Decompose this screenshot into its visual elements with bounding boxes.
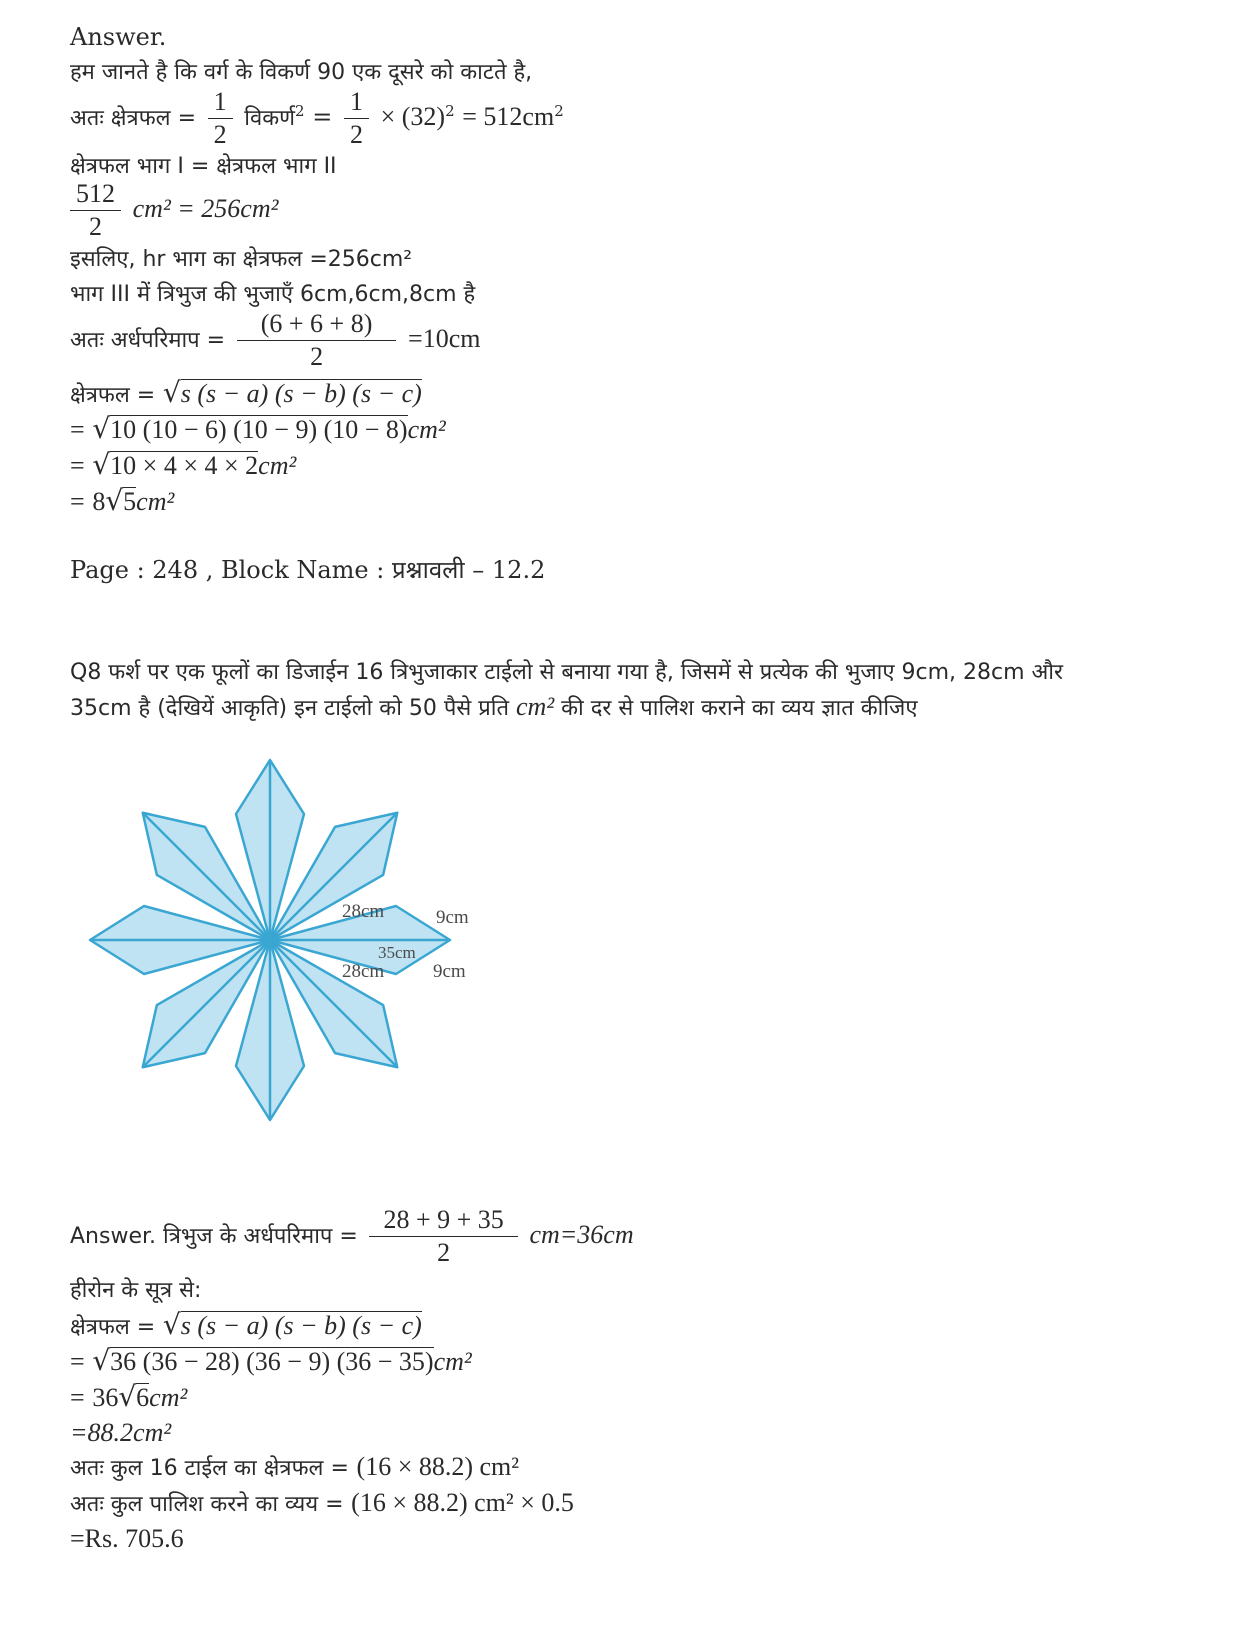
text-line: हम जानते है कि वर्ग के विकर्ण 90 एक दूसरे को काटते है, xyxy=(70,60,533,85)
petal-group xyxy=(90,760,450,1120)
math-line: =88.2cm² xyxy=(70,1418,172,1447)
text-line: हीरोन के सूत्र से: xyxy=(70,1278,202,1303)
math-line: = √10 (10 − 6) (10 − 9) (10 − 8)cm² xyxy=(70,412,446,445)
final-answer: =Rs. 705.6 xyxy=(70,1524,184,1553)
math-line: = 36√6cm² xyxy=(70,1380,188,1413)
area-formula-line: अतः क्षेत्रफल = $\frac{1}{2}$ विकर्ण$^2$ = $\frac{1}{2}$ × $(32)^2 = 512cm^2$ xyxy=(70,87,564,149)
flower-design-figure xyxy=(80,755,500,1130)
semiperimeter-line: अतः अर्धपरिमाप = $\frac{(6 + 6 + 8)}{2}$ =10cm xyxy=(70,309,481,371)
math-line: = 8√5cm² xyxy=(70,484,175,517)
label-35cm: 35cm xyxy=(378,943,416,962)
label-28cm-bottom: 28cm xyxy=(342,961,385,982)
text-line: इसलिए, hr भाग का क्षेत्रफल =256cm² xyxy=(70,247,413,272)
herons-formula-line: क्षेत्रफल = √s (s − a) (s − b) (s − c) xyxy=(70,1308,422,1341)
answer2-semiperimeter: Answer. त्रिभुज के अर्धपरिमाप = $\frac{28 + 9 + 35}{2}$ cm=36cm xyxy=(70,1205,634,1267)
herons-formula-line: क्षेत्रफल = √s (s − a) (s − b) (s − c) xyxy=(70,376,422,409)
text-line: क्षेत्रफल भाग I = क्षेत्रफल भाग II xyxy=(70,154,337,179)
polish-cost-line: अतः कुल पालिश करने का व्यय = (16 × 88.2) cm² × 0.5 xyxy=(70,1488,574,1517)
question-line-1: Q8 फर्श पर एक फूलों का डिजाईन 16 त्रिभुजाकार टाईलो से बनाया गया है, जिसमें से प्रत्येक की भुजाए 9cm, 28cm और xyxy=(70,660,1064,685)
math-line: = √10 × 4 × 4 × 2cm² xyxy=(70,448,297,481)
text-line: भाग III में त्रिभुज की भुजाएँ 6cm,6cm,8cm है xyxy=(70,282,476,307)
label-28cm-top: 28cm xyxy=(342,901,385,922)
total-area-line: अतः कुल 16 टाईल का क्षेत्रफल = (16 × 88.2) cm² xyxy=(70,1452,520,1481)
label-9cm-top: 9cm xyxy=(436,907,469,928)
math-line: = √36 (36 − 28) (36 − 9) (36 − 35)cm² xyxy=(70,1344,472,1377)
answer-heading: Answer. xyxy=(70,23,167,51)
question-line-2: 35cm है (देखियें आकृति) इन टाईलो को 50 पैसे प्रति cm² की दर से पालिश कराने का व्यय ज्ञात कीजिए xyxy=(70,692,918,721)
fraction-line: $\frac{512}{2}$ cm² = 256cm² xyxy=(70,178,278,243)
page-reference: Page : 248 , Block Name : प्रश्नावली – 12.2 xyxy=(70,556,546,584)
label-9cm-bottom: 9cm xyxy=(433,961,466,982)
